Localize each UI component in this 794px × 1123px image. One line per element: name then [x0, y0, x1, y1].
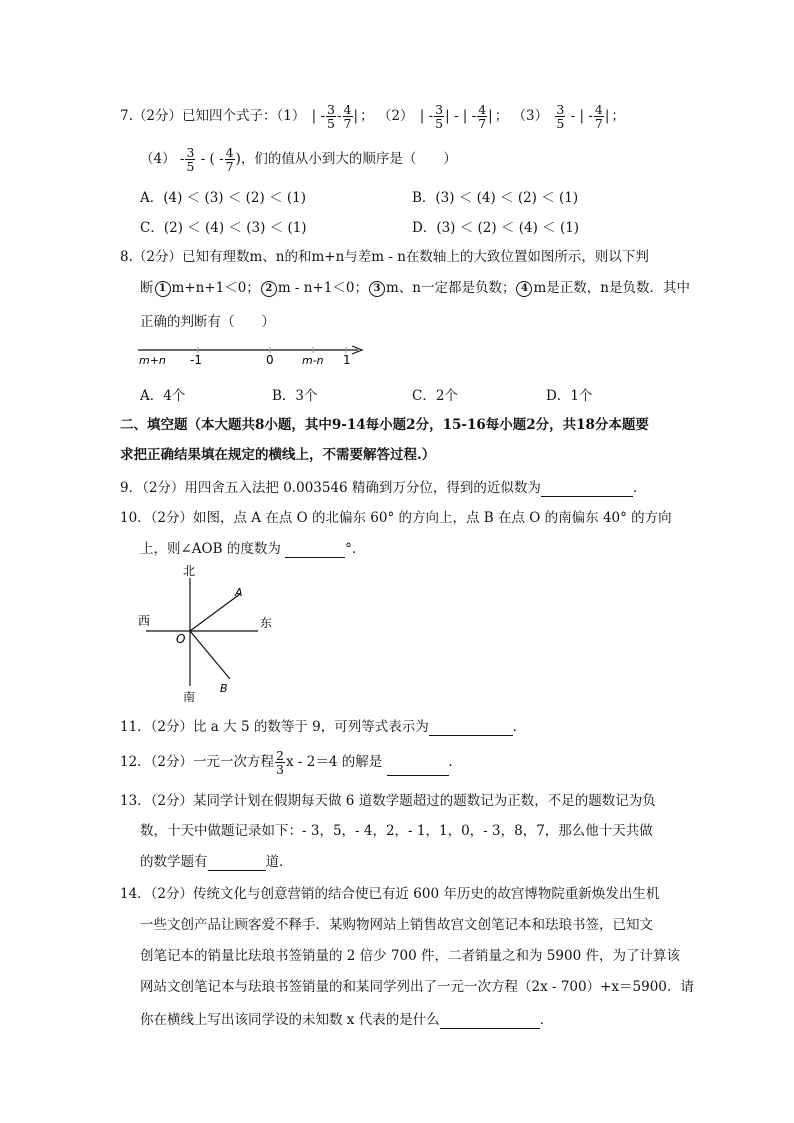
q7-expr4: - $\frac{3}{5}$ - ( - $\frac{4}{7}$ )	[179, 145, 241, 174]
q7-number: 7.	[120, 108, 133, 124]
section2-heading	[120, 416, 649, 434]
fraction: $\frac{4}{7}$	[478, 102, 487, 131]
answer-blank[interactable]	[387, 761, 449, 776]
q11	[120, 718, 526, 736]
label-m-minus-n: m-n	[302, 354, 324, 367]
label-neg-one: -1	[190, 353, 202, 367]
section2-heading-2	[120, 446, 435, 464]
answer-blank[interactable]	[429, 721, 513, 736]
q8-option-c[interactable]: C．2个	[412, 388, 458, 404]
answer-blank[interactable]	[285, 543, 345, 558]
fraction: $\frac{2}{3}$	[276, 748, 284, 777]
label-zero: 0	[266, 353, 274, 367]
ray-ob	[190, 631, 230, 679]
q7-option-c[interactable]: C．(2) ＜ (4) ＜ (3) ＜ (1)	[140, 220, 307, 236]
fraction: $\frac{3}{5}$	[186, 145, 195, 174]
q7-option-b[interactable]: B．(3) ＜ (4) ＜ (2) ＜ (1)	[412, 190, 579, 206]
q14-line2: 一些文创产品让顾客爱不释手．某购物网站上销售故宫文创笔记本和珐琅书签，已知文	[140, 917, 653, 933]
q7-line1	[120, 103, 625, 130]
q7-tag1: （1）	[276, 108, 306, 124]
q14-line5-text: 你在横线上写出该同学设的未知数 x 代表的是什么	[140, 1012, 440, 1028]
q7-line2	[140, 146, 457, 173]
q13-line1: 13．（2分）某同学计划在假期每天做 6 道数学题超过的题数记为正数，不足的题数记为负	[120, 793, 656, 809]
q11-end: ．	[512, 719, 527, 735]
answer-blank[interactable]	[541, 482, 633, 497]
answer-blank[interactable]	[208, 856, 266, 871]
q14-line5	[140, 1011, 553, 1029]
q9-text: 9．（2分）用四舍五入法把 0.003546 精确到万分位，得到的近似数为	[120, 480, 541, 496]
q8-number: 8.	[120, 249, 133, 265]
q8-option-d[interactable]: D．1个	[546, 388, 593, 404]
q10-line2-text: 上，则∠AOB 的度数为	[140, 541, 281, 557]
q10-line2-end: °．	[345, 541, 366, 557]
label-point-a: A	[235, 586, 243, 599]
q7-option-a[interactable]: A．(4) ＜ (3) ＜ (2) ＜ (1)	[140, 190, 306, 206]
q7-tag2: （2）	[377, 108, 414, 124]
q11-text: 11．（2分）比 a 大 5 的数等于 9，可列等式表示为	[120, 719, 429, 735]
answer-blank[interactable]	[440, 1014, 540, 1029]
q8-statement-4: m是正数，n是负数．其中	[533, 280, 690, 296]
q14-line1: 14．（2分）传统文化与创意营销的结合使已有近 600 年历史的故宫博物院重新焕发出生机	[120, 886, 660, 902]
label-south: 南	[183, 690, 196, 702]
q7-tag4: （4）	[140, 151, 176, 167]
q8-line2	[140, 279, 690, 297]
q13-line3	[140, 853, 293, 871]
q12	[120, 749, 462, 776]
fraction: $\frac{4}{7}$	[594, 102, 603, 131]
fraction: $\frac{3}{5}$	[327, 102, 335, 131]
separator: ；	[611, 108, 625, 124]
q8-line3: 正确的判断有（ ）	[140, 314, 275, 330]
q9	[120, 479, 646, 497]
q8-option-b[interactable]: B．3个	[272, 388, 318, 404]
circled-number: 3	[369, 281, 385, 297]
q7-expr1: | - $\frac{3}{5}$ - $\frac{4}{7}$ |	[311, 102, 359, 131]
separator: ；	[494, 108, 509, 124]
q7-expr3: $\frac{3}{5}$ - | - $\frac{4}{7}$ |	[556, 102, 610, 131]
compass-figure	[136, 562, 286, 702]
fraction: $\frac{4}{7}$	[343, 102, 352, 131]
label-one: 1	[343, 353, 351, 367]
q14-line3: 创笔记本的销量比珐琅书签销量的 2 倍少 700 件，二者销量之和为 5900 件，为了计算该	[140, 948, 680, 964]
label-point-b: B	[220, 682, 228, 695]
circled-number: 2	[261, 281, 277, 297]
q8-line1	[120, 248, 649, 266]
q12-equation: x - 2＝4 的解是	[285, 754, 383, 770]
q14-line4: 网站文创笔记本与珐琅书签销量的和某同学列出了一元一次方程（2x - 700）+x＝5900．请	[140, 979, 694, 995]
q8-stem: 已知有理数m、n的和m+n与差m - n在数轴上的大致位置如图所示，则以下判	[181, 249, 649, 265]
circled-number: 1	[155, 281, 171, 297]
q8-statement-1: m+n+1＜0；	[171, 280, 260, 296]
ray-oa	[190, 594, 240, 631]
q10-line1: 10．（2分）如图，点 A 在点 O 的北偏东 60° 的方向上，点 B 在点 O 的南偏东 40° 的方向	[120, 510, 672, 526]
q13-line2: 数，十天中做题记录如下：- 3，5，- 4，2，- 1，1，0，- 3，8，7，那么他十天共做	[140, 823, 653, 839]
fraction: $\frac{3}{5}$	[556, 102, 565, 131]
q10-line2	[140, 540, 365, 558]
q7-tag3: （3）	[512, 108, 549, 124]
q8-statement-3: m、n一定都是负数；	[385, 280, 516, 296]
label-east: 东	[260, 616, 273, 630]
number-line-figure	[136, 340, 376, 370]
q7-option-d[interactable]: D．(3) ＜ (2) ＜ (4) ＜ (1)	[412, 220, 580, 236]
q13-line3-text: 的数学题有	[140, 854, 208, 870]
q8-option-a[interactable]: A．4个	[140, 388, 186, 404]
label-m-plus-n: m+n	[139, 354, 166, 367]
label-north: 北	[183, 564, 196, 578]
q12-prefix: 12．（2分）一元一次方程	[120, 754, 275, 770]
q7-expr2: | - $\frac{3}{5}$ | - | - $\frac{4}{7}$ |	[419, 102, 493, 131]
section2-heading-line2: 求把正确结果填在规定的横线上，不需要解答过程.）	[120, 447, 436, 463]
q7-score: （2分）	[132, 108, 182, 124]
q8-line2-prefix: 断	[140, 280, 154, 296]
fraction: $\frac{4}{7}$	[225, 145, 234, 174]
q8-statement-2: m - n+1＜0；	[277, 280, 368, 296]
q8-score: （2分）	[132, 249, 182, 265]
q12-end: ．	[448, 754, 463, 770]
q9-end: ．	[632, 480, 647, 496]
section2-heading-line1: 二、填空题（本大题共8小题，其中9-14每小题2分，15-16每小题2分，共18分本题要	[120, 417, 649, 433]
fraction: $\frac{3}{5}$	[435, 102, 444, 131]
separator: ；	[360, 108, 374, 124]
q13-line3-end: 道．	[265, 854, 293, 870]
q7-stem-end: ，们的值从小到大的顺序是（ ）	[240, 151, 457, 167]
circled-number: 4	[516, 281, 532, 297]
label-origin: O	[176, 632, 186, 646]
q7-stem: 已知四个式子：	[181, 108, 277, 124]
label-west: 西	[138, 614, 151, 628]
q14-line5-end: ．	[539, 1012, 554, 1028]
